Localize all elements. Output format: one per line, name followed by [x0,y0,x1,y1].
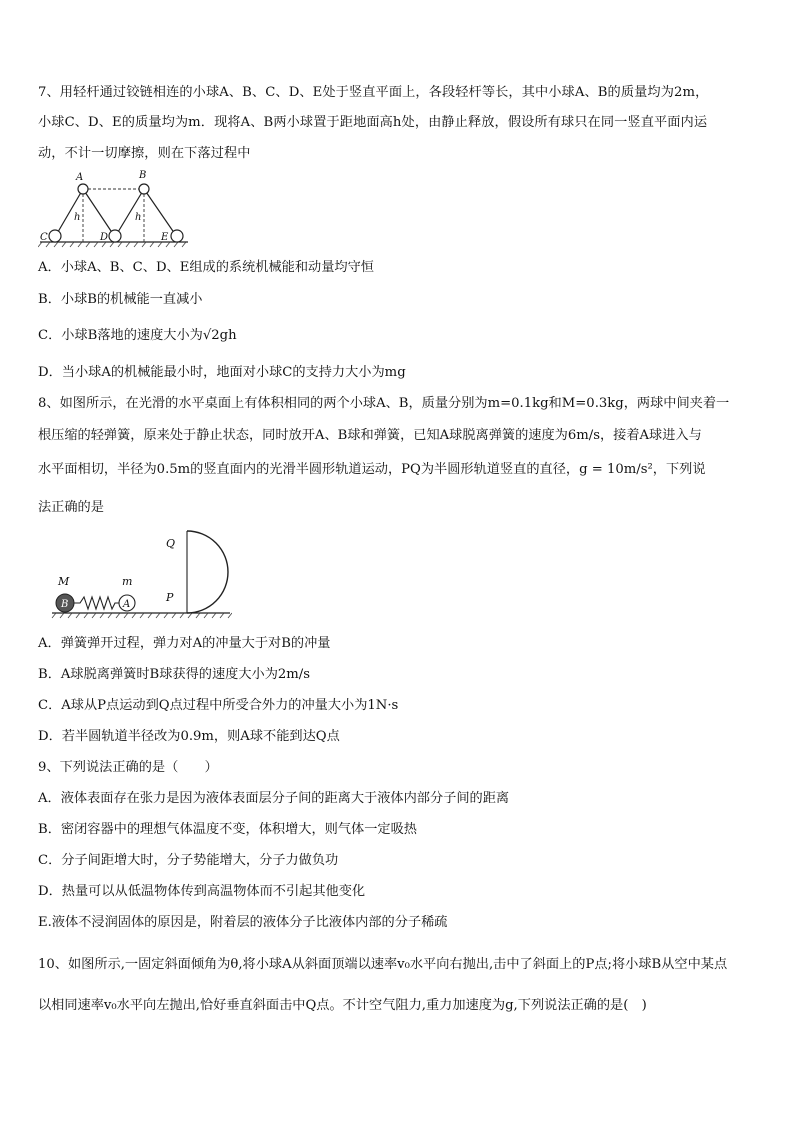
q7-option-d: D．当小球A的机械能最小时，地面对小球C的支持力大小为mg [38,365,406,380]
label-ball-a: A [123,599,131,610]
q9-option-d: D．热量可以从低温物体传到高温物体而不引起其他变化 [38,884,366,899]
ball-b [139,184,149,194]
label-p: P [166,591,174,604]
label-h-right: h [135,212,142,223]
q7-option-c: C．小球B落地的速度大小为√2gh [38,328,237,343]
q9-option-e: E.液体不浸润固体的原因是，附着层的液体分子比液体内部的分子稀疏 [38,915,448,930]
q7-option-b: B．小球B的机械能一直减小 [38,292,203,307]
q9-option-a: A．液体表面存在张力是因为液体表面层分子间的距离大于液体内部分子间的距离 [38,791,510,806]
ball-c [49,230,61,242]
q7-stem-line-1: 7、用轻杆通过铰链相连的小球A、B、C、D、E处于竖直平面上，各段轻杆等长，其中小球A、B的质量均为2m， [38,85,709,100]
q8-option-a: A．弹簧弹开过程，弹力对A的冲量大于对B的冲量 [38,636,331,651]
q7-stem-line-3: 动，不计一切摩擦，则在下落过程中 [38,146,251,161]
label-a: A [76,172,84,183]
label-h-left: h [74,212,81,223]
semicircle-track [187,531,228,613]
q8-option-c: C．A球从P点运动到Q点过程中所受合外力的冲量大小为1N·s [38,698,399,713]
q7-figure [38,168,190,248]
label-small-m: m [122,575,133,588]
ball-e [171,230,183,242]
q8-stem-line-2: 根压缩的轻弹簧，原来处于静止状态，同时放开A、B球和弹簧，已知A球脱离弹簧的速度为6m/s，接着A球进入与 [38,428,702,443]
label-ball-b: B [61,599,69,610]
q7-stem-line-2: 小球C、D、E的质量均为m．现将A、B两小球置于距地面高h处，由静止释放，假设所有球只在同一竖直平面内运 [38,115,708,130]
q10-stem-line-1: 10、如图所示,一固定斜面倾角为θ,将小球A从斜面顶端以速率v₀水平向右抛出,击中了斜面上的P点;将小球B从空中某点 [38,957,728,972]
label-d: D [100,232,109,243]
label-c: C [40,232,48,243]
q8-figure [40,528,232,620]
label-q: Q [166,537,176,550]
q8-option-d: D．若半圆轨道半径改为0.9m，则A球不能到达Q点 [38,729,340,744]
label-e: E [161,232,169,243]
spring [74,597,119,609]
q10-stem-line-2: 以相同速率v₀水平向左抛出,恰好垂直斜面击中Q点。不计空气阻力,重力加速度为g,下列说法正确的是( ) [38,998,647,1013]
ball-a [78,184,88,194]
q9-option-c: C．分子间距增大时，分子势能增大，分子力做负功 [38,853,339,868]
q8-stem-line-1: 8、如图所示，在光滑的水平桌面上有体积相同的两个小球A、B，质量分别为m=0.1kg和M=0.3kg，两球中间夹着一 [38,396,730,411]
q9-stem: 9、下列说法正确的是（ ） [38,760,218,775]
q7-option-a: A．小球A、B、C、D、E组成的系统机械能和动量均守恒 [38,260,374,275]
q8-stem-line-3: 水平面相切，半径为0.5m的竖直面内的光滑半圆形轨道运动，PQ为半圆形轨道竖直的直径，g = 10m/s²，下列说 [38,462,706,477]
label-big-m: M [58,575,70,588]
q9-option-b: B．密闭容器中的理想气体温度不变，体积增大，则气体一定吸热 [38,822,417,837]
label-b: B [139,170,147,181]
q8-stem-line-4: 法正确的是 [38,500,104,515]
q8-option-b: B．A球脱离弹簧时B球获得的速度大小为2m/s [38,667,311,682]
ball-d [109,230,121,242]
